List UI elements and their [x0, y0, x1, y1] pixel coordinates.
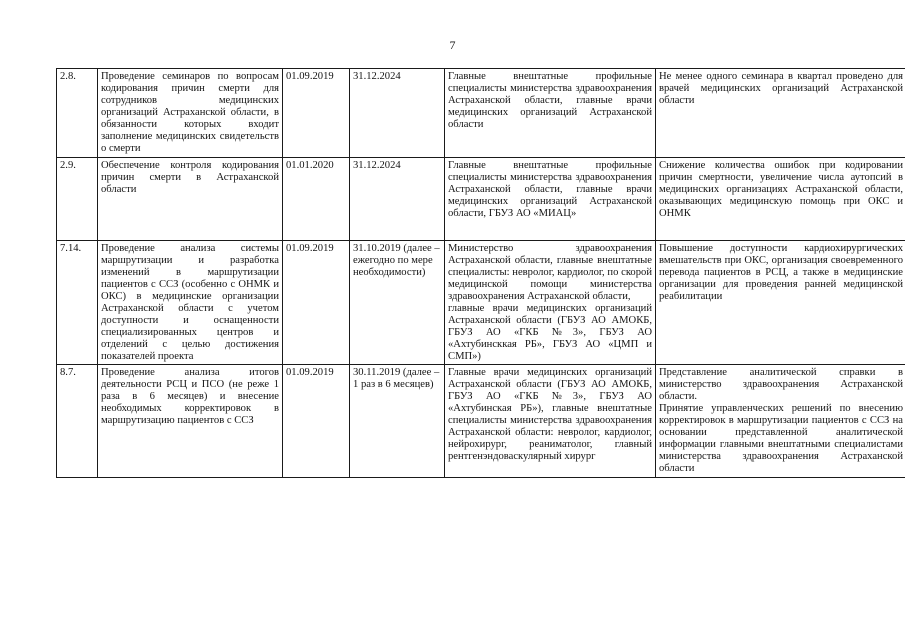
start-date: 01.01.2020 [283, 157, 350, 240]
table-row [57, 69, 905, 158]
activity-table [56, 68, 905, 478]
responsible [445, 240, 656, 365]
responsible: Главные внештатные профильные специалисты министерства здравоохранения Астраханской области, главные врачи медицинских организаций Астраханской области [445, 69, 656, 158]
row-number: 7.14. [57, 240, 98, 365]
end-date: 31.10.2019 (далее – ежегодно по мере необходимости) [350, 240, 445, 365]
activity-name: Проведение семинаров по вопросам кодирования причин смерти для сотрудников медицинских организаций Астраханской области, в обязанности которых входит заполнение медицинских свидетельств о смерти [98, 69, 283, 158]
row-number: 2.9. [57, 157, 98, 240]
start-date: 01.09.2019 [283, 240, 350, 365]
responsible-part-2: главные врачи медицинских организаций Астраханской области (ГБУЗ АО АМОКБ, ГБУЗ АО «ГКБ №3», ГБУЗ АО «Ахтубинсккая РБ», ГБУЗ АО «ЦМП и СМП») [448, 302, 652, 362]
start-date: 01.09.2019 [283, 365, 350, 478]
table-row [57, 157, 905, 240]
expected-result: Снижение количества ошибок при кодировании причин смертности, увеличение числа аутопсий в медицинских организациях Астраханской области, оказывающих медицинскую помощь при ОКС и ОНМК [656, 157, 905, 240]
row-number: 2.8. [57, 69, 98, 158]
activity-name: Обеспечение контроля кодирования причин смерти в Астраханской области [98, 157, 283, 240]
activity-name: Проведение анализа системы маршрутизации и разработка изменений в маршрутизации пациентов с ССЗ (особенно с ОНМК и ОКС) в медицинские организации Астраханской области с учетом доступности и оснащенности специализированных центров и отделений с целью достижения показателей проекта [98, 240, 283, 365]
end-date: 31.12.2024 [350, 157, 445, 240]
responsible: Главные внештатные профильные специалисты министерства здравоохранения Астраханской области, главные врачи медицинских организаций Астраханской области, ГБУЗ АО «МИАЦ» [445, 157, 656, 240]
end-date: 31.12.2024 [350, 69, 445, 158]
table-row [57, 240, 905, 365]
expected-result: Повышение доступности кардиохирургических вмешательств при ОКС, организация своевременного перевода пациентов в РСЦ, а также в медицинские организации для проведения ранней медицинской реабилитации [656, 240, 905, 365]
table-row [57, 365, 905, 478]
end-date: 30.11.2019 (далее – 1 раз в 6 месяцев) [350, 365, 445, 478]
page-number: 7 [449, 38, 456, 52]
result-part-2: Принятие управленческих решений по внесению корректировок в маршрутизации пациентов с ССЗ на основании представленной аналитической информации главными внештатными специалистами министерства здравоохранения Астраханской области [659, 403, 903, 475]
expected-result: Не менее одного семинара в квартал проведено для врачей медицинских организаций Астраханской области [656, 69, 905, 158]
result-part-1: Представление аналитической справки в министерство здравоохранения Астраханской области. [659, 367, 903, 403]
expected-result [656, 365, 905, 478]
start-date: 01.09.2019 [283, 69, 350, 158]
responsible: Главные врачи медицинских организаций Астраханской области (ГБУЗ АО АМОКБ, ГБУЗ АО «ГКБ №3», ГБУЗ АО «Ахтубинская РБ»), главные внештатные специалисты министерства здравоохранения Астраханской области: невролог, кардиолог, нейрохирург, реаниматолог, главный рентгенэндоваскулярный хирург [445, 365, 656, 478]
responsible-part-1: Министерство здравоохранения Астраханской области, главные внештатные специалисты: невролог, кардиолог, по скорой медицинской помощи министерства здравоохранения Астраханской области, [448, 242, 652, 302]
row-number: 8.7. [57, 365, 98, 478]
activity-name: Проведение анализа итогов деятельности РСЦ и ПСО (не реже 1 раза в 6 месяцев) и внесение необходимых корректировок в маршрутизацию пациентов с ССЗ [98, 365, 283, 478]
